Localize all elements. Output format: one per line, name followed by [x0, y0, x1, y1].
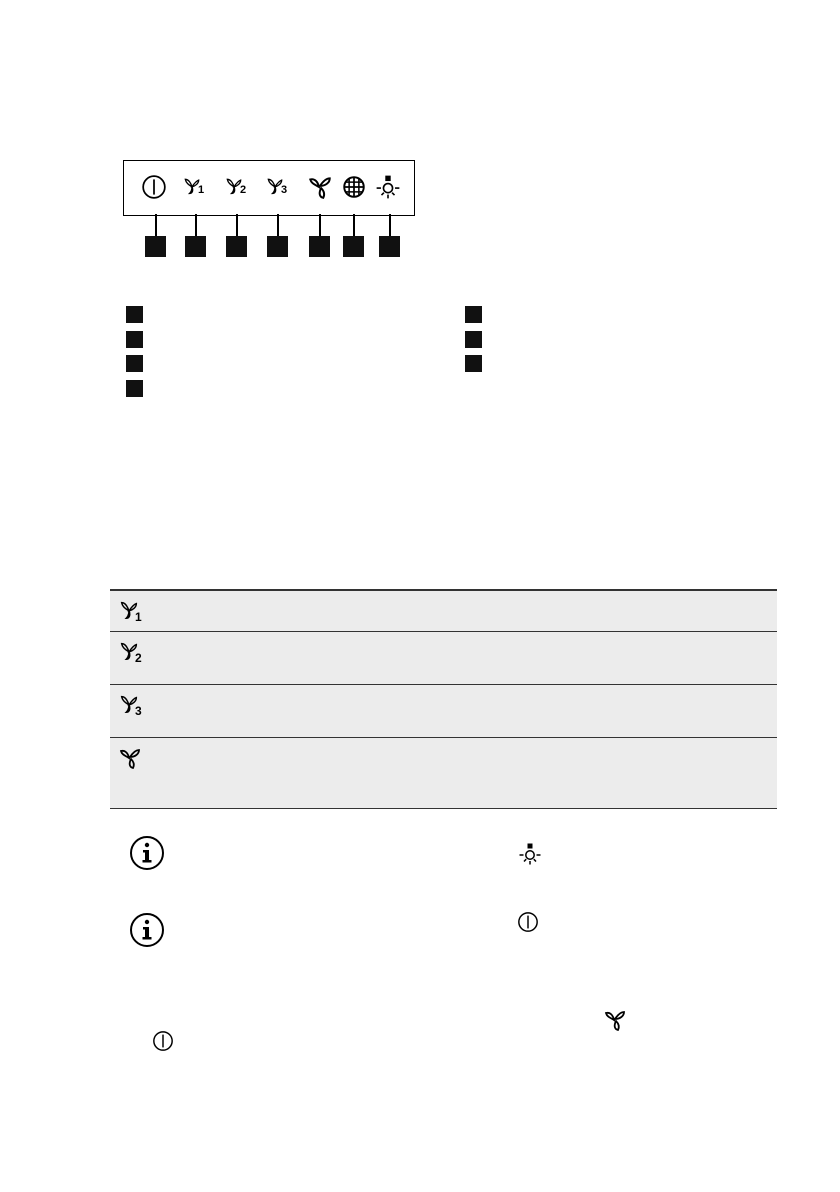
table-row — [110, 632, 777, 685]
fan-speed-1-icon[interactable]: 1 — [182, 174, 208, 200]
fan-speed-3-icon[interactable]: 3 — [265, 174, 291, 200]
leader-line — [195, 214, 197, 236]
lamp-icon — [518, 842, 542, 866]
callout-marker — [309, 236, 330, 257]
fan-speed-3-icon: 3 — [118, 693, 148, 719]
callout-marker — [267, 236, 288, 257]
fan-intensive-icon[interactable] — [307, 174, 333, 200]
leader-line — [389, 214, 391, 236]
legend-marker — [465, 306, 482, 323]
fan-speed-table — [110, 589, 777, 809]
control-panel — [123, 160, 415, 216]
leader-line — [353, 214, 355, 236]
fan-intensive-icon — [603, 1008, 627, 1032]
fan-speed-2-icon: 2 — [118, 640, 148, 666]
leader-line — [319, 214, 321, 236]
legend-marker — [126, 355, 143, 372]
fan-speed-2-icon[interactable]: 2 — [224, 174, 250, 200]
legend-marker — [126, 380, 143, 397]
info-icon — [129, 912, 165, 948]
legend-marker — [126, 331, 143, 348]
legend-marker — [465, 331, 482, 348]
callout-marker — [185, 236, 206, 257]
power-icon — [517, 911, 539, 933]
power-icon[interactable] — [141, 174, 167, 200]
callout-marker — [226, 236, 247, 257]
leader-line — [155, 214, 157, 236]
table-row — [110, 685, 777, 738]
leader-line — [236, 214, 238, 236]
callout-marker — [343, 236, 364, 257]
legend-marker — [126, 306, 143, 323]
fan-intensive-icon — [118, 746, 148, 772]
info-icon — [129, 835, 165, 871]
legend-marker — [465, 355, 482, 372]
callout-marker — [145, 236, 166, 257]
fan-speed-1-icon: 1 — [118, 599, 148, 625]
grease-filter-icon[interactable] — [341, 174, 367, 200]
table-row — [110, 738, 777, 808]
callout-marker — [379, 236, 400, 257]
lamp-icon[interactable] — [375, 174, 401, 200]
leader-line — [277, 214, 279, 236]
power-icon — [152, 1030, 174, 1052]
table-row — [110, 591, 777, 632]
